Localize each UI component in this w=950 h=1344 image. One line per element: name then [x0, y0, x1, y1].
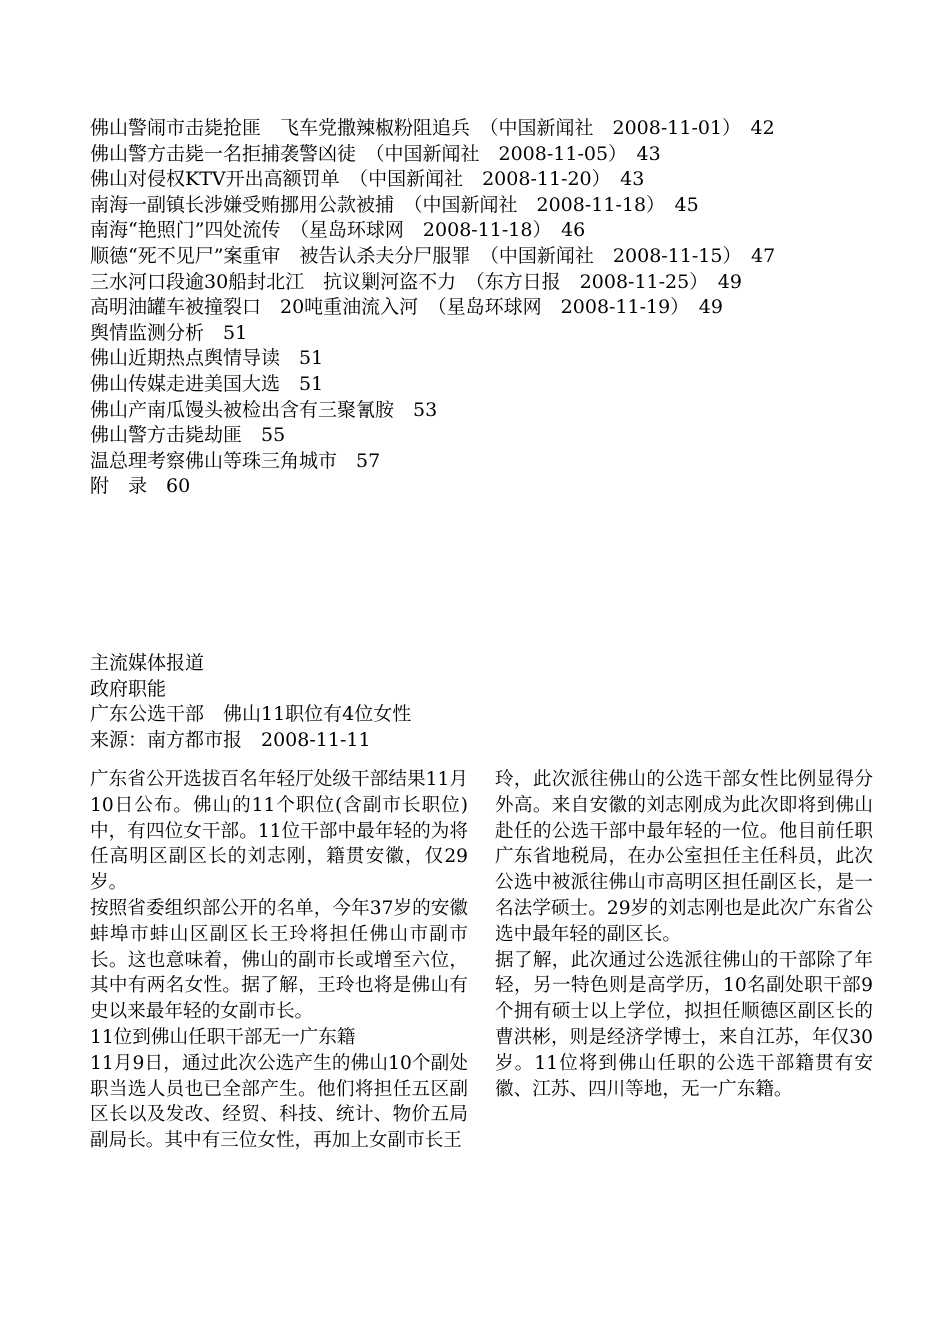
toc-entry[interactable]: 佛山传媒走进美国大选 51 [90, 372, 324, 395]
article-title: 广东公选干部 佛山11职位有4位女性 [90, 703, 412, 726]
toc-entry[interactable]: 舆情监测分析 51 [90, 321, 248, 344]
article-paragraph: 据了解，此次通过公选派往佛山的干部除了年轻，另一特色则是高学历，10名副处职干部9个拥有硕士以上学位，拟担任顺德区副区长的曹洪彬，则是经济学博士，来自江苏，年仅30岁。11位将到佛山任职的公选干部籍贯有安徽、江苏、四川等地，无一广东籍。 [495, 949, 873, 1100]
article-paragraph: 11月9日，通过此次公选产生的佛山10个副处职当选人员也已全部产生。他们将担任五区副区长以及发改、经贸、科技、统计、物价五局副局长。其中有三位女性，再加上女副市长王 [90, 1052, 468, 1152]
article-paragraph: 按照省委组织部公开的名单，今年37岁的安徽蚌埠市蚌山区副区长王玲将担任佛山市副市长。这也意味着，佛山的副市长或增至六位，其中有两名女性。据了解，王玲也将是佛山有史以来最年轻的女副市长。 [90, 897, 468, 1023]
toc-entry[interactable]: 佛山警闹市击毙抢匪 飞车党撒辣椒粉阻追兵 （中国新闻社 2008-11-01） 42 [90, 117, 775, 139]
article-subheading: 11位到佛山任职干部无一广东籍 [90, 1026, 356, 1048]
toc-entry[interactable]: 三水河口段逾30船封北江 抗议剿河盗不力 （东方日报 2008-11-25） 49 [90, 270, 742, 293]
toc-entry[interactable]: 高明油罐车被撞裂口 20吨重油流入河 （星岛环球网 2008-11-19） 49 [90, 296, 723, 319]
toc-entry[interactable]: 温总理考察佛山等珠三角城市 57 [90, 449, 381, 472]
section-subcategory: 政府职能 [90, 677, 167, 700]
toc-entry[interactable]: 南海“艳照门”四处流传 （星岛环球网 2008-11-18） 46 [90, 219, 586, 242]
toc-entry[interactable]: 佛山产南瓜馒头被检出含有三聚氰胺 53 [90, 398, 438, 421]
table-of-contents [90, 116, 870, 500]
article-source: 来源：南方都市报 2008-11-11 [90, 728, 371, 751]
section-category: 主流媒体报道 [90, 652, 205, 674]
article-column-right [495, 767, 873, 1102]
toc-entry[interactable]: 佛山对侵权KTV开出高额罚单 （中国新闻社 2008-11-20） 43 [90, 168, 645, 191]
toc-entry[interactable]: 佛山警方击毙劫匪 55 [90, 424, 286, 447]
toc-entry[interactable]: 佛山警方击毙一名拒捕袭警凶徒 （中国新闻社 2008-11-05） 43 [90, 142, 661, 165]
toc-entry[interactable]: 附 录 60 [90, 475, 191, 498]
article-paragraph: 玲，此次派往佛山的公选干部女性比例显得分外高。来自安徽的刘志刚成为此次即将到佛山赴任的公选干部中最年轻的一位。他目前任职广东省地税局，在办公室担任主任科员，此次公选中被派往佛山市高明区担任副区长，是一名法学硕士。29岁的刘志刚也是此次广东省公选中最年轻的副区长。 [495, 769, 873, 945]
toc-entry[interactable]: 顺德“死不见尸”案重审 被告认杀夫分尸服罪 （中国新闻社 2008-11-15） 47 [90, 244, 776, 267]
toc-entry[interactable]: 佛山近期热点舆情导读 51 [90, 347, 324, 370]
toc-entry[interactable]: 南海一副镇长涉嫌受贿挪用公款被捕 （中国新闻社 2008-11-18） 45 [90, 193, 699, 216]
article-header [90, 651, 870, 753]
article-column-left [90, 767, 468, 1154]
article-paragraph: 广东省公开选拔百名年轻厅处级干部结果11月10日公布。佛山的11个职位(含副市长职位)中，有四位女干部。11位干部中最年轻的为将任高明区副区长的刘志刚，籍贯安徽，仅29岁。 [90, 769, 468, 894]
